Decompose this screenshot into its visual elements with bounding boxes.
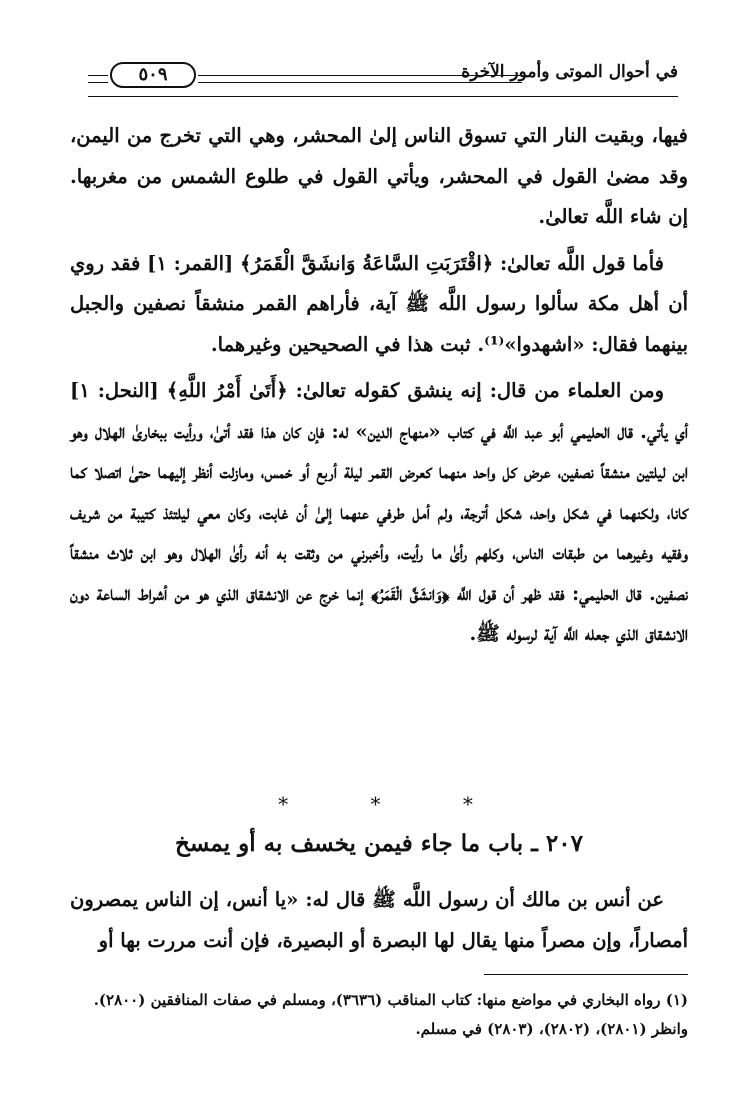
paragraph-3: ومن العلماء من قال: إنه ينشق كقوله تعالىٰ: ﴿أَتَىٰ أَمْرُ اللَّهِ﴾ [النحل: ١] أي يأتي. قال الحليمي أبو عبد اللَّه في كتاب «منهاج الدين» له: فإن كان هذا فقد أتىٰ، ورأيت ببخارىٰ الهلال وهو ابن ليلتين منشقاً نصفين، عرض كل واحد منهما كعرض القمر ليلة أربع أو خمس، ومازلت أنظر إليهما حتىٰ اتصلا كما كانا، ولكنهما في شكل واحد، شكل أترجة، ولم أمل طرفي عنهما إلىٰ أن غابت، وكان معي ليلتئذ كتيبة من شريف وفقيه وغيرهما من طبقات الناس، وكلهم رأىٰ ما رأيت، وأخبرني من وثقت به أنه رأىٰ الهلال وهو ابن ثلاث منشقاً نصفين. قال الحليمي: فقد ظهر أن قول اللَّه ﴿وَانشَقَّ الْقَمَرُ﴾ إنما خرج عن الانشقاق الذي هو من أشراط الساعة دون الانشقاق الذي جعله اللَّه آية لرسوله ﷺ. — [70, 379, 688, 645]
header-left-double-rule — [88, 75, 108, 83]
page-number: ٥٠٩ — [110, 62, 196, 88]
chapter-paragraph-1: عن أنس بن مالك أن رسول اللَّه ﷺ قال له: «يا أنس، إن الناس يمصرون أمصاراً، وإن مصراً منها يقال لها البصرة أو البصيرة، فإن أنت مررت بها أو — [70, 888, 688, 952]
chapter-heading: ٢٠٧ ـ باب ما جاء فيمن يخسف به أو يمسخ — [175, 830, 583, 857]
chapter-text — [70, 880, 688, 967]
header-title: في أحوال الموتى وأمور الآخرة — [461, 62, 678, 82]
footnotes — [70, 986, 688, 1044]
running-header — [88, 60, 678, 92]
footnote-1-continued: وانظر (٢٨٠١)، (٢٨٠٢)، (٢٨٠٣) في مسلم. — [415, 1020, 688, 1038]
footnote-1: (١) رواه البخاري في مواضع منها: كتاب المناقب (٣٦٣٦)، ومسلم في صفات المنافقين (٢٨٠٠). — [93, 991, 688, 1009]
footnote-rule — [484, 974, 688, 975]
paragraph-2: فأما قول اللَّه تعالىٰ: ﴿اقْتَرَبَتِ السَّاعَةُ وَانشَقَّ الْقَمَرُ﴾ [القمر: ١] فقد روي أن أهل مكة سألوا رسول اللَّه ﷺ آية، فأراهم القمر منشقاً نصفين والجبل بينهما فقال: «اشهدوا»⁽¹⁾. ثبت هذا في الصحيحين وغيرهما. — [69, 251, 688, 356]
paragraph-1: فيها، وبقيت النار التي تسوق الناس إلىٰ المحشر، وهي التي تخرج من اليمن، وقد مضىٰ القول في المحشر، ويأتي القول في طلوع الشمس من مغربها. إن شاء اللَّه تعالىٰ. — [70, 124, 688, 228]
main-text — [70, 116, 688, 661]
header-double-rule — [198, 75, 522, 83]
section-separator: * * * — [278, 792, 511, 816]
header-underline — [88, 96, 678, 97]
